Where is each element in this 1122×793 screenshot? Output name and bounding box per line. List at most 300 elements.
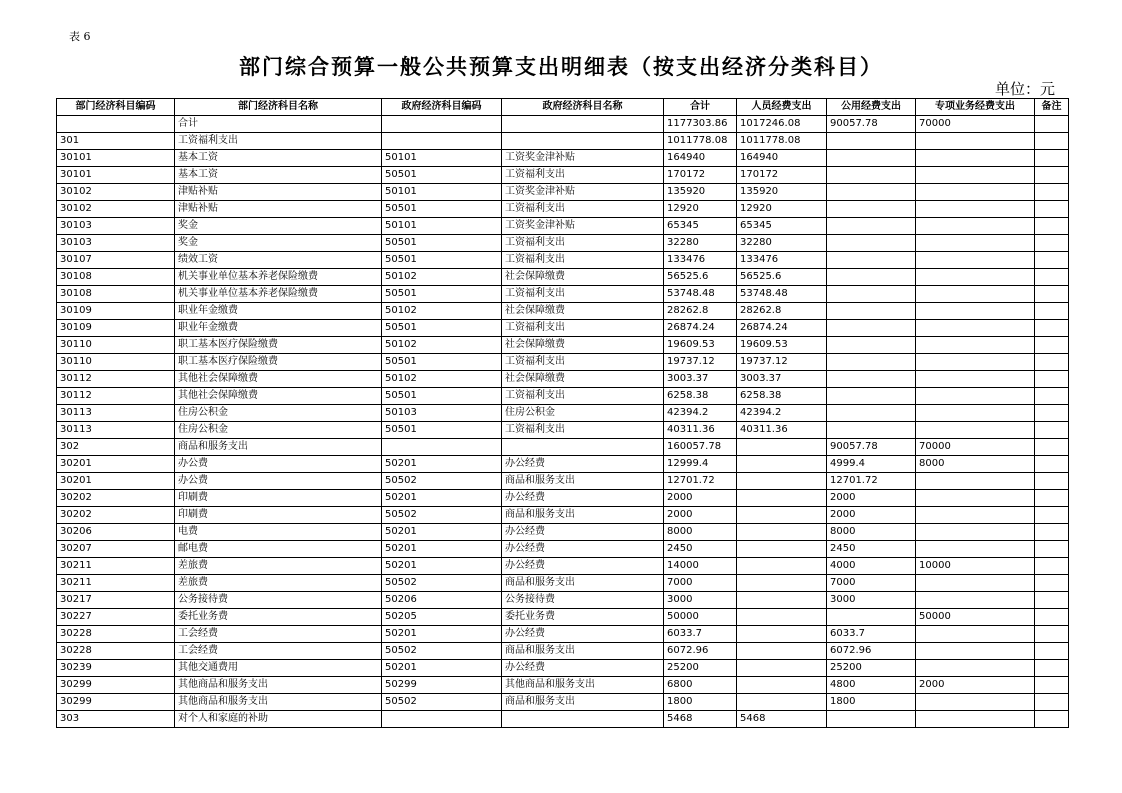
table-row	[57, 354, 1069, 371]
gov-name-cell: 商品和服务支出	[502, 643, 664, 660]
total-cell: 1011778.08	[664, 133, 737, 150]
personnel-cell: 28262.8	[737, 303, 827, 320]
dept-name-cell: 公务接待费	[175, 592, 382, 609]
remark-cell	[1035, 388, 1069, 405]
public-cell	[827, 201, 916, 218]
gov-code-cell: 50201	[382, 660, 502, 677]
gov-code-cell: 50201	[382, 626, 502, 643]
total-cell: 50000	[664, 609, 737, 626]
dept-code-cell: 30103	[57, 218, 175, 235]
personnel-cell	[737, 592, 827, 609]
remark-cell	[1035, 371, 1069, 388]
column-header: 政府经济科目名称	[502, 99, 664, 116]
table-row	[57, 252, 1069, 269]
personnel-cell: 12920	[737, 201, 827, 218]
total-cell: 19609.53	[664, 337, 737, 354]
remark-cell	[1035, 320, 1069, 337]
dept-name-cell: 机关事业单位基本养老保险缴费	[175, 269, 382, 286]
gov-code-cell	[382, 116, 502, 133]
table-row	[57, 507, 1069, 524]
gov-code-cell: 50501	[382, 252, 502, 269]
public-cell: 2450	[827, 541, 916, 558]
table-row	[57, 541, 1069, 558]
budget-detail-table	[56, 98, 1069, 728]
gov-name-cell: 办公经费	[502, 558, 664, 575]
total-cell: 42394.2	[664, 405, 737, 422]
table-row	[57, 388, 1069, 405]
personnel-cell	[737, 677, 827, 694]
total-cell: 40311.36	[664, 422, 737, 439]
table-row	[57, 677, 1069, 694]
remark-cell	[1035, 303, 1069, 320]
dept-code-cell: 30112	[57, 388, 175, 405]
column-header: 备注	[1035, 99, 1069, 116]
gov-code-cell: 50501	[382, 286, 502, 303]
public-cell: 3000	[827, 592, 916, 609]
total-cell: 32280	[664, 235, 737, 252]
total-cell: 135920	[664, 184, 737, 201]
special-cell: 70000	[916, 439, 1035, 456]
personnel-cell: 56525.6	[737, 269, 827, 286]
gov-code-cell: 50501	[382, 388, 502, 405]
public-cell	[827, 133, 916, 150]
special-cell: 50000	[916, 609, 1035, 626]
gov-name-cell: 工资福利支出	[502, 422, 664, 439]
personnel-cell: 170172	[737, 167, 827, 184]
gov-name-cell: 工资福利支出	[502, 388, 664, 405]
personnel-cell: 1017246.08	[737, 116, 827, 133]
special-cell	[916, 337, 1035, 354]
special-cell	[916, 405, 1035, 422]
personnel-cell	[737, 473, 827, 490]
special-cell	[916, 371, 1035, 388]
dept-code-cell: 30211	[57, 575, 175, 592]
page-title: 部门综合预算一般公共预算支出明细表（按支出经济分类科目）	[239, 55, 883, 79]
gov-code-cell: 50502	[382, 473, 502, 490]
total-cell: 12701.72	[664, 473, 737, 490]
dept-name-cell: 奖金	[175, 235, 382, 252]
personnel-cell	[737, 490, 827, 507]
personnel-cell: 32280	[737, 235, 827, 252]
dept-name-cell: 机关事业单位基本养老保险缴费	[175, 286, 382, 303]
gov-name-cell: 工资福利支出	[502, 286, 664, 303]
remark-cell	[1035, 643, 1069, 660]
gov-name-cell: 社会保障缴费	[502, 371, 664, 388]
table-row	[57, 116, 1069, 133]
public-cell	[827, 184, 916, 201]
dept-code-cell: 30206	[57, 524, 175, 541]
dept-code-cell: 30108	[57, 269, 175, 286]
gov-name-cell	[502, 116, 664, 133]
remark-cell	[1035, 422, 1069, 439]
special-cell	[916, 133, 1035, 150]
dept-code-cell: 30202	[57, 490, 175, 507]
special-cell	[916, 167, 1035, 184]
special-cell	[916, 235, 1035, 252]
total-cell: 2450	[664, 541, 737, 558]
gov-code-cell: 50502	[382, 507, 502, 524]
personnel-cell	[737, 626, 827, 643]
gov-name-cell: 公务接待费	[502, 592, 664, 609]
total-cell: 6800	[664, 677, 737, 694]
dept-name-cell: 其他商品和服务支出	[175, 677, 382, 694]
gov-name-cell: 商品和服务支出	[502, 575, 664, 592]
column-header: 部门经济科目编码	[57, 99, 175, 116]
remark-cell	[1035, 507, 1069, 524]
table-row	[57, 286, 1069, 303]
gov-name-cell: 办公经费	[502, 456, 664, 473]
personnel-cell: 42394.2	[737, 405, 827, 422]
total-cell: 6072.96	[664, 643, 737, 660]
dept-name-cell: 奖金	[175, 218, 382, 235]
special-cell	[916, 388, 1035, 405]
gov-code-cell: 50501	[382, 167, 502, 184]
special-cell	[916, 184, 1035, 201]
table-row	[57, 167, 1069, 184]
gov-name-cell: 办公经费	[502, 490, 664, 507]
gov-code-cell: 50501	[382, 422, 502, 439]
dept-code-cell: 30202	[57, 507, 175, 524]
personnel-cell	[737, 456, 827, 473]
public-cell: 90057.78	[827, 116, 916, 133]
special-cell	[916, 660, 1035, 677]
public-cell	[827, 405, 916, 422]
remark-cell	[1035, 133, 1069, 150]
public-cell	[827, 388, 916, 405]
personnel-cell	[737, 660, 827, 677]
public-cell	[827, 218, 916, 235]
public-cell	[827, 252, 916, 269]
dept-code-cell: 30102	[57, 201, 175, 218]
table-row	[57, 218, 1069, 235]
gov-name-cell: 工资福利支出	[502, 167, 664, 184]
public-cell	[827, 609, 916, 626]
gov-code-cell: 50103	[382, 405, 502, 422]
public-cell: 4800	[827, 677, 916, 694]
gov-code-cell: 50101	[382, 150, 502, 167]
gov-code-cell: 50201	[382, 524, 502, 541]
table-row	[57, 626, 1069, 643]
gov-name-cell: 工资福利支出	[502, 235, 664, 252]
dept-name-cell: 职业年金缴费	[175, 303, 382, 320]
gov-code-cell: 50299	[382, 677, 502, 694]
total-cell: 1177303.86	[664, 116, 737, 133]
gov-code-cell: 50502	[382, 575, 502, 592]
personnel-cell: 19737.12	[737, 354, 827, 371]
gov-name-cell: 办公经费	[502, 626, 664, 643]
dept-code-cell: 30102	[57, 184, 175, 201]
dept-name-cell: 工资福利支出	[175, 133, 382, 150]
special-cell	[916, 252, 1035, 269]
gov-code-cell: 50201	[382, 541, 502, 558]
dept-code-cell: 30211	[57, 558, 175, 575]
dept-name-cell: 其他社会保障缴费	[175, 388, 382, 405]
dept-code-cell: 30109	[57, 303, 175, 320]
unit-label: 单位：元	[994, 80, 1055, 98]
public-cell	[827, 354, 916, 371]
dept-name-cell: 职工基本医疗保险缴费	[175, 337, 382, 354]
special-cell	[916, 218, 1035, 235]
table-row	[57, 490, 1069, 507]
special-cell	[916, 422, 1035, 439]
table-row	[57, 337, 1069, 354]
gov-code-cell: 50201	[382, 490, 502, 507]
public-cell	[827, 711, 916, 728]
public-cell	[827, 286, 916, 303]
remark-cell	[1035, 201, 1069, 218]
gov-name-cell: 工资奖金津补贴	[502, 218, 664, 235]
gov-code-cell: 50501	[382, 320, 502, 337]
special-cell	[916, 354, 1035, 371]
total-cell: 2000	[664, 507, 737, 524]
table-row	[57, 150, 1069, 167]
header-row	[57, 99, 1069, 116]
public-cell: 2000	[827, 490, 916, 507]
remark-cell	[1035, 711, 1069, 728]
total-cell: 3003.37	[664, 371, 737, 388]
dept-name-cell: 津贴补贴	[175, 184, 382, 201]
total-cell: 53748.48	[664, 286, 737, 303]
dept-code-cell	[57, 116, 175, 133]
dept-code-cell: 30228	[57, 626, 175, 643]
table-row	[57, 643, 1069, 660]
table-row	[57, 575, 1069, 592]
gov-code-cell: 50201	[382, 558, 502, 575]
remark-cell	[1035, 677, 1069, 694]
special-cell	[916, 541, 1035, 558]
remark-cell	[1035, 660, 1069, 677]
dept-name-cell: 住房公积金	[175, 405, 382, 422]
dept-code-cell: 30110	[57, 337, 175, 354]
special-cell	[916, 575, 1035, 592]
remark-cell	[1035, 456, 1069, 473]
table-row	[57, 694, 1069, 711]
table-row	[57, 184, 1069, 201]
gov-name-cell: 商品和服务支出	[502, 507, 664, 524]
dept-name-cell: 住房公积金	[175, 422, 382, 439]
personnel-cell: 135920	[737, 184, 827, 201]
gov-name-cell	[502, 133, 664, 150]
gov-code-cell: 50501	[382, 235, 502, 252]
remark-cell	[1035, 575, 1069, 592]
gov-code-cell: 50501	[382, 201, 502, 218]
dept-code-cell: 302	[57, 439, 175, 456]
personnel-cell: 40311.36	[737, 422, 827, 439]
personnel-cell	[737, 507, 827, 524]
personnel-cell	[737, 575, 827, 592]
gov-name-cell: 工资福利支出	[502, 201, 664, 218]
total-cell: 6033.7	[664, 626, 737, 643]
total-cell: 2000	[664, 490, 737, 507]
public-cell: 6072.96	[827, 643, 916, 660]
dept-code-cell: 30217	[57, 592, 175, 609]
public-cell: 2000	[827, 507, 916, 524]
column-header: 人员经费支出	[737, 99, 827, 116]
dept-code-cell: 30112	[57, 371, 175, 388]
gov-name-cell	[502, 711, 664, 728]
remark-cell	[1035, 626, 1069, 643]
remark-cell	[1035, 218, 1069, 235]
dept-name-cell: 职工基本医疗保险缴费	[175, 354, 382, 371]
column-header: 公用经费支出	[827, 99, 916, 116]
dept-name-cell: 印刷费	[175, 490, 382, 507]
special-cell	[916, 626, 1035, 643]
dept-code-cell: 30107	[57, 252, 175, 269]
total-cell: 65345	[664, 218, 737, 235]
remark-cell	[1035, 439, 1069, 456]
total-cell: 14000	[664, 558, 737, 575]
table-row	[57, 371, 1069, 388]
gov-code-cell: 50102	[382, 269, 502, 286]
total-cell: 6258.38	[664, 388, 737, 405]
gov-name-cell: 委托业务费	[502, 609, 664, 626]
gov-code-cell: 50102	[382, 303, 502, 320]
column-header: 合计	[664, 99, 737, 116]
gov-name-cell: 商品和服务支出	[502, 694, 664, 711]
dept-name-cell: 差旅费	[175, 558, 382, 575]
gov-name-cell: 社会保障缴费	[502, 269, 664, 286]
remark-cell	[1035, 116, 1069, 133]
public-cell: 12701.72	[827, 473, 916, 490]
gov-code-cell: 50101	[382, 218, 502, 235]
total-cell: 7000	[664, 575, 737, 592]
public-cell	[827, 235, 916, 252]
remark-cell	[1035, 694, 1069, 711]
special-cell	[916, 303, 1035, 320]
dept-name-cell: 商品和服务支出	[175, 439, 382, 456]
table-row	[57, 422, 1069, 439]
public-cell	[827, 337, 916, 354]
table-row	[57, 609, 1069, 626]
special-cell	[916, 490, 1035, 507]
gov-code-cell	[382, 711, 502, 728]
public-cell: 7000	[827, 575, 916, 592]
dept-name-cell: 其他交通费用	[175, 660, 382, 677]
personnel-cell	[737, 541, 827, 558]
table-row	[57, 592, 1069, 609]
remark-cell	[1035, 252, 1069, 269]
total-cell: 12920	[664, 201, 737, 218]
gov-name-cell: 住房公积金	[502, 405, 664, 422]
dept-code-cell: 30101	[57, 150, 175, 167]
gov-code-cell: 50101	[382, 184, 502, 201]
special-cell	[916, 643, 1035, 660]
table-row	[57, 439, 1069, 456]
personnel-cell	[737, 694, 827, 711]
gov-name-cell: 社会保障缴费	[502, 337, 664, 354]
gov-code-cell: 50201	[382, 456, 502, 473]
table-row	[57, 558, 1069, 575]
column-header: 专项业务经费支出	[916, 99, 1035, 116]
personnel-cell: 65345	[737, 218, 827, 235]
table-row	[57, 201, 1069, 218]
personnel-cell: 1011778.08	[737, 133, 827, 150]
gov-code-cell: 50205	[382, 609, 502, 626]
public-cell: 1800	[827, 694, 916, 711]
remark-cell	[1035, 405, 1069, 422]
gov-name-cell: 工资奖金津补贴	[502, 184, 664, 201]
dept-name-cell: 印刷费	[175, 507, 382, 524]
total-cell: 8000	[664, 524, 737, 541]
remark-cell	[1035, 490, 1069, 507]
special-cell	[916, 694, 1035, 711]
dept-code-cell: 301	[57, 133, 175, 150]
gov-name-cell: 工资奖金津补贴	[502, 150, 664, 167]
public-cell: 25200	[827, 660, 916, 677]
public-cell	[827, 422, 916, 439]
table-row	[57, 235, 1069, 252]
total-cell: 5468	[664, 711, 737, 728]
public-cell: 6033.7	[827, 626, 916, 643]
dept-code-cell: 30299	[57, 677, 175, 694]
dept-code-cell: 30201	[57, 456, 175, 473]
personnel-cell: 164940	[737, 150, 827, 167]
dept-name-cell: 其他社会保障缴费	[175, 371, 382, 388]
remark-cell	[1035, 592, 1069, 609]
dept-name-cell: 电费	[175, 524, 382, 541]
table-number: 表 6	[69, 30, 91, 43]
dept-code-cell: 30113	[57, 422, 175, 439]
table-row	[57, 473, 1069, 490]
total-cell: 19737.12	[664, 354, 737, 371]
public-cell	[827, 371, 916, 388]
gov-name-cell: 工资福利支出	[502, 354, 664, 371]
dept-code-cell: 30109	[57, 320, 175, 337]
remark-cell	[1035, 269, 1069, 286]
total-cell: 133476	[664, 252, 737, 269]
dept-name-cell: 办公费	[175, 473, 382, 490]
gov-name-cell: 工资福利支出	[502, 252, 664, 269]
remark-cell	[1035, 286, 1069, 303]
dept-code-cell: 30239	[57, 660, 175, 677]
table-row	[57, 405, 1069, 422]
remark-cell	[1035, 150, 1069, 167]
gov-code-cell: 50501	[382, 354, 502, 371]
personnel-cell: 5468	[737, 711, 827, 728]
gov-name-cell	[502, 439, 664, 456]
total-cell: 164940	[664, 150, 737, 167]
gov-name-cell: 工资福利支出	[502, 320, 664, 337]
dept-code-cell: 30207	[57, 541, 175, 558]
column-header: 政府经济科目编码	[382, 99, 502, 116]
gov-code-cell: 50102	[382, 371, 502, 388]
dept-code-cell: 30227	[57, 609, 175, 626]
personnel-cell: 133476	[737, 252, 827, 269]
personnel-cell: 19609.53	[737, 337, 827, 354]
gov-code-cell	[382, 439, 502, 456]
dept-code-cell: 30108	[57, 286, 175, 303]
personnel-cell	[737, 643, 827, 660]
remark-cell	[1035, 558, 1069, 575]
personnel-cell	[737, 524, 827, 541]
personnel-cell	[737, 558, 827, 575]
total-cell: 1800	[664, 694, 737, 711]
table-row	[57, 133, 1069, 150]
public-cell: 90057.78	[827, 439, 916, 456]
special-cell	[916, 473, 1035, 490]
dept-name-cell: 基本工资	[175, 167, 382, 184]
public-cell: 4000	[827, 558, 916, 575]
gov-code-cell: 50502	[382, 643, 502, 660]
special-cell	[916, 507, 1035, 524]
dept-name-cell: 津贴补贴	[175, 201, 382, 218]
public-cell	[827, 320, 916, 337]
gov-name-cell: 办公经费	[502, 524, 664, 541]
remark-cell	[1035, 184, 1069, 201]
total-cell: 56525.6	[664, 269, 737, 286]
total-cell: 160057.78	[664, 439, 737, 456]
remark-cell	[1035, 609, 1069, 626]
